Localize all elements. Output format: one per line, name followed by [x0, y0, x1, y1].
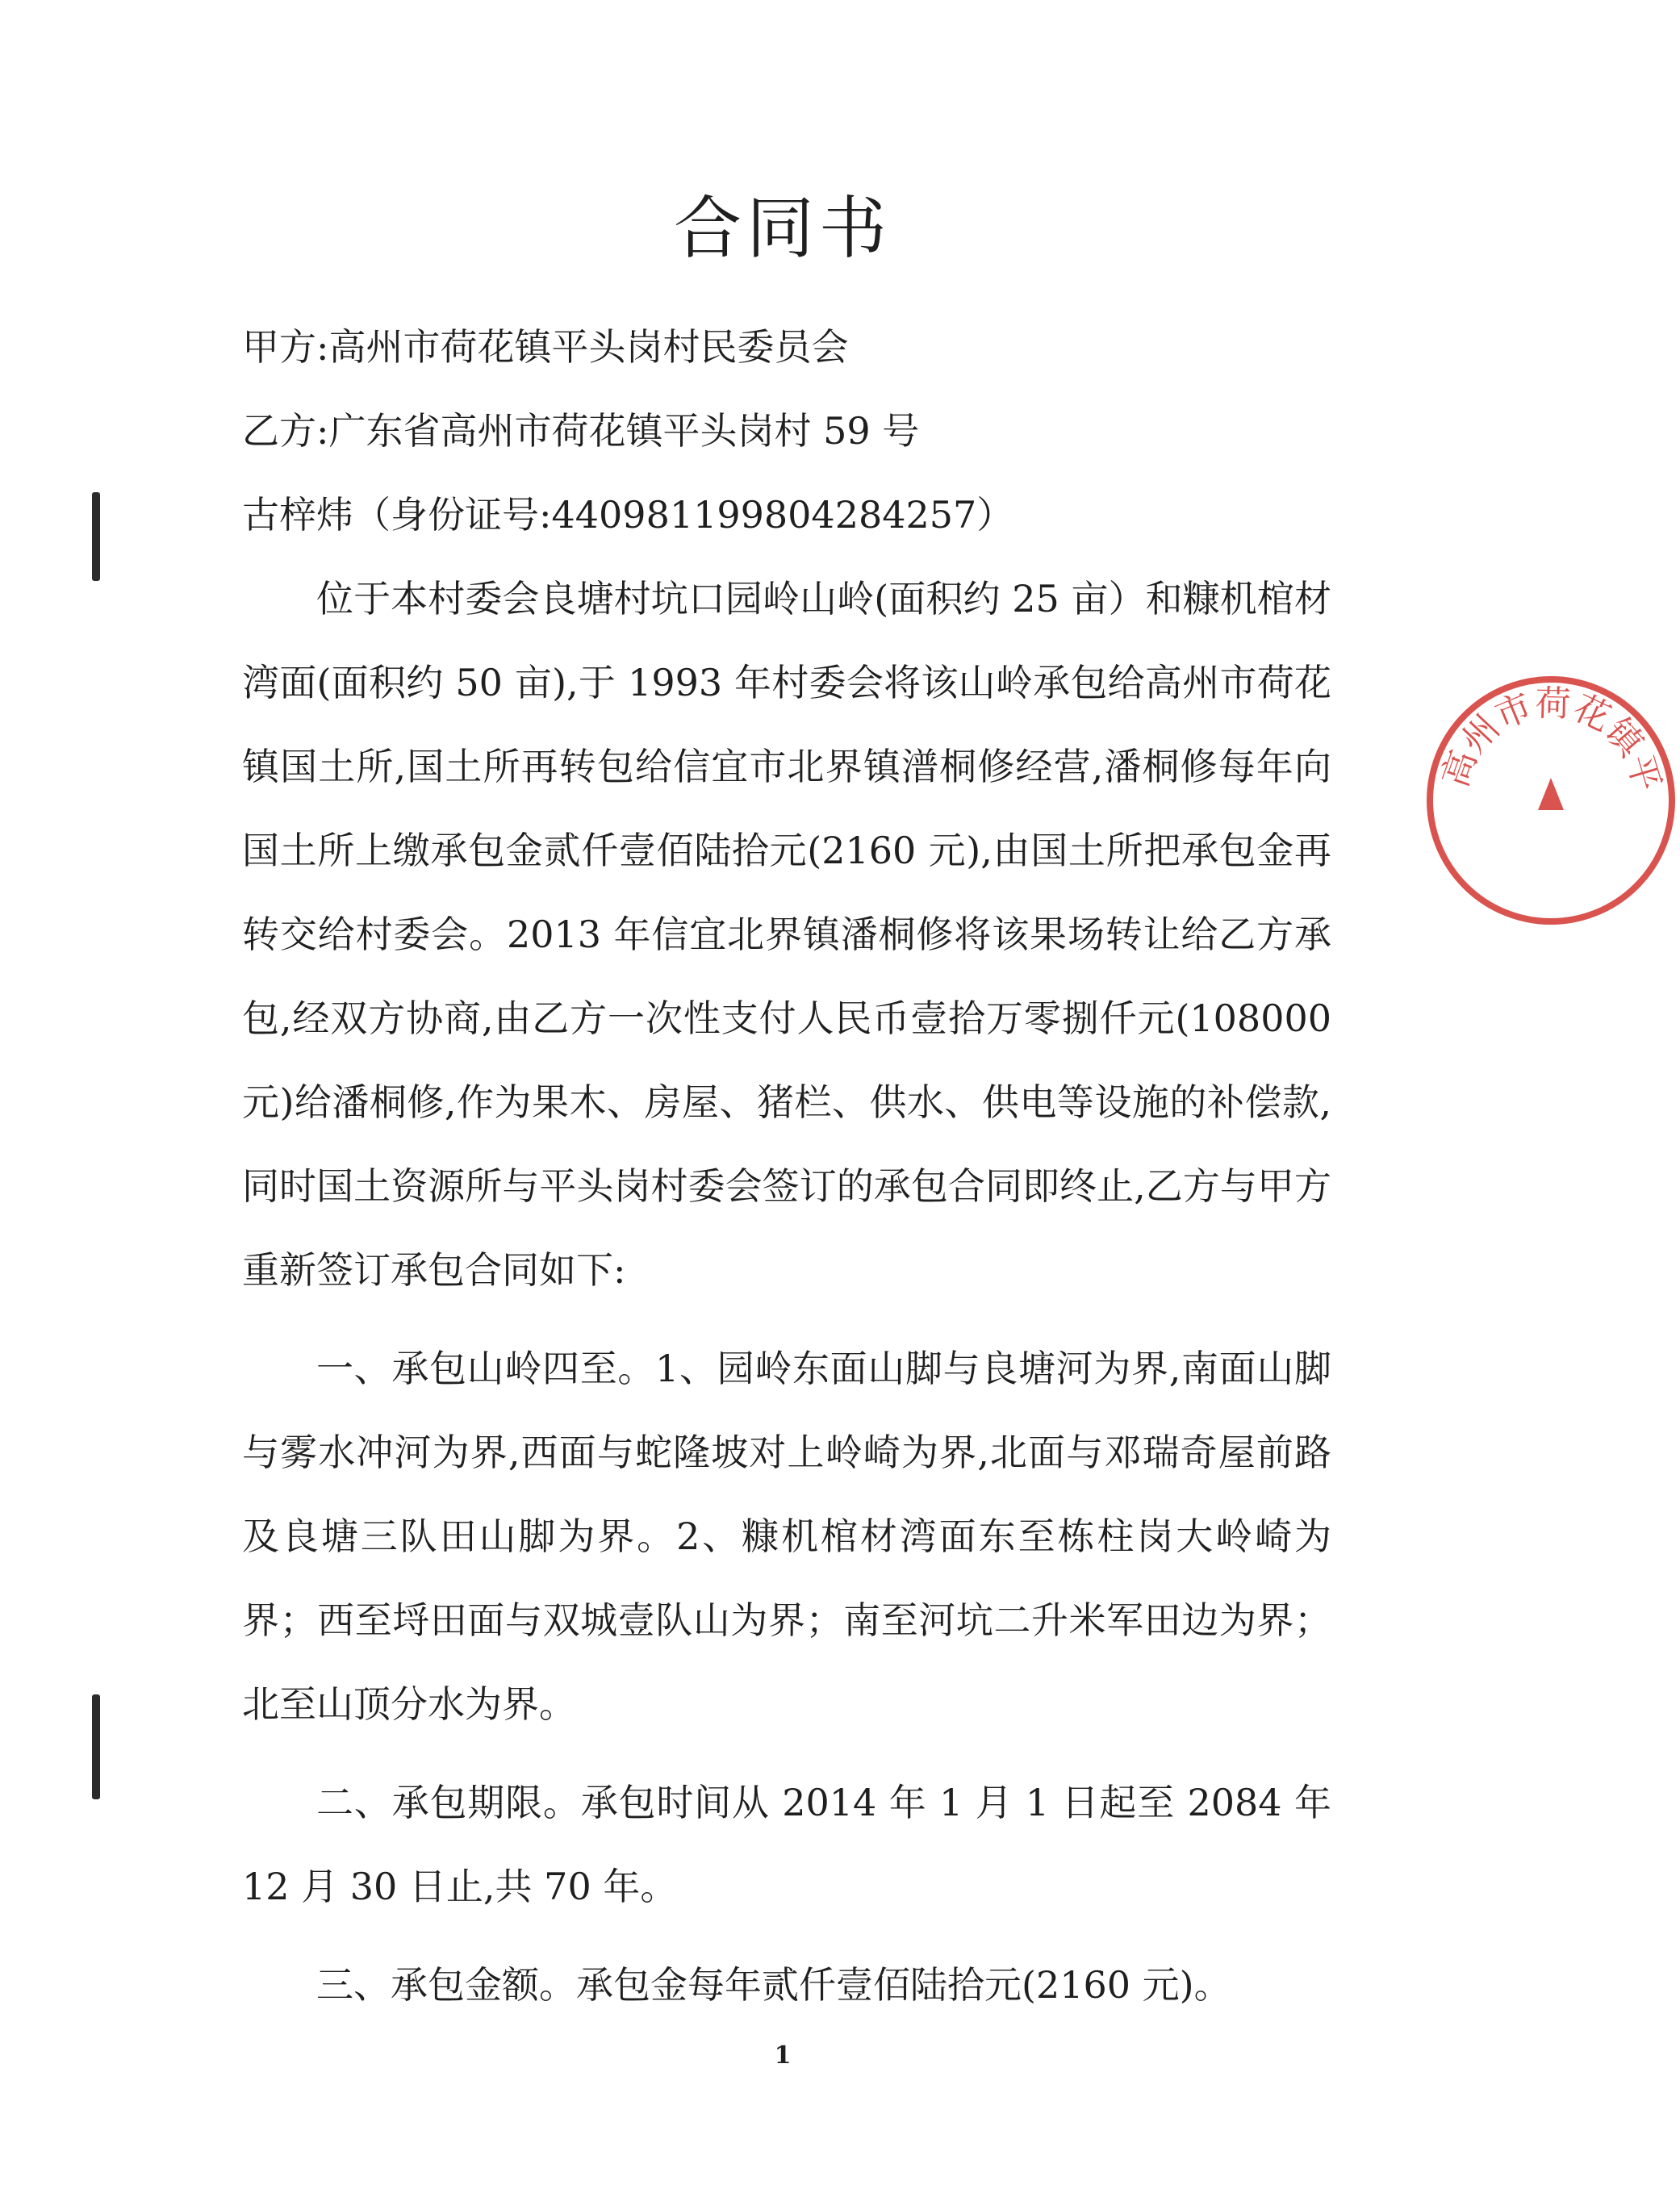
clause-3-amount: 三、承包金额。承包金每年贰仟壹佰陆拾元(2160 元)。 [316, 1963, 1231, 2007]
page-number: 1 [774, 2041, 792, 2070]
seal-text: 高州市荷花镇平头岗村民委员会 [1404, 640, 1668, 796]
representative-line: 古梓炜（身份证号:440981199804284257） [242, 493, 1014, 537]
party-a-line: 甲方:高州市荷花镇平头岗村民委员会 [242, 325, 849, 369]
document-title: 合同书 [673, 189, 892, 268]
document-body [242, 305, 1331, 2027]
official-seal-stamp [1404, 640, 1680, 930]
binder-mark-bottom [92, 1694, 100, 1799]
seal-star-icon [1538, 778, 1564, 810]
clause-2-term: 二、承包期限。承包时间从 2014 年 1 月 1 日起至 2084 年 12 月 30 日止,共 70 年。 [242, 1781, 1331, 1908]
intro-paragraph: 位于本村委会良塘村坑口园岭山岭(面积约 25 亩）和糠机棺材湾面(面积约 50 亩),于 1993 年村委会将该山岭承包给高州市荷花镇国土所,国土所再转包给信宜市北界镇潽桐修经营,潘桐修每年向国土所上缴承包金贰仟壹佰陆拾元(2160 元),由国土所把承包金再转交给村委会。2013 年信宜北界镇潘桐修将该果场转让给乙方承包,经双方协商,由乙方一次性支付人民币壹拾万零捌仟元(108000 元)给潘桐修,作为果木、房屋、猪栏、供水、供电等设施的补偿款,同时国土资源所与平头岗村委会签订的承包合同即终止,乙方与甲方重新签订承包合同如下: [242, 577, 1331, 1292]
binder-mark-top [92, 492, 100, 581]
clause-1-boundaries: 一、承包山岭四至。1、园岭东面山脚与良塘河为界,南面山脚与雾水冲河为界,西面与蛇隆坡对上岭崎为界,北面与邓瑞奇屋前路及良塘三队田山脚为界。2、糠机棺材湾面东至栋柱岗大岭崎为界；西至埒田面与双城壹队山为界；南至河坑二升米军田边为界；北至山顶分水为界。 [242, 1347, 1331, 1726]
party-b-line: 乙方:广东省高州市荷花镇平头岗村 59 号 [242, 409, 920, 453]
